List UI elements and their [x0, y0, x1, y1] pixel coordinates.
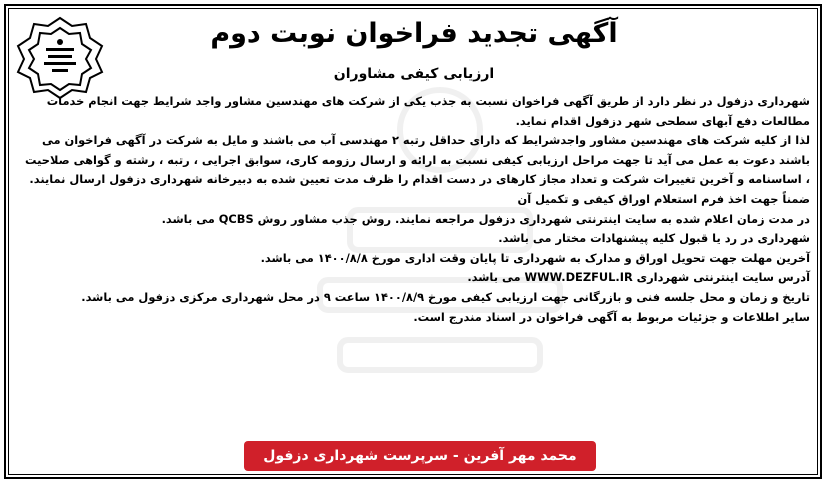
notice-subtitle: ارزیابی کیفی مشاوران [333, 66, 495, 82]
signature-text: محمد مهر آفرین - سرپرست شهرداری دزفول [263, 448, 577, 464]
signature-banner [244, 441, 596, 471]
notice-paragraph: آدرس سایت اینترنتی شهرداری WWW.DEZFUL.IR می باشد. [467, 270, 810, 285]
municipality-logo [14, 14, 106, 100]
notice-body [18, 92, 810, 327]
notice-paragraph: آخرین مهلت جهت تحویل اوراق و مدارک به شهرداری تا پایان وقت اداری مورخ ۱۴۰۰/۸/۸ می باشد. [260, 250, 810, 265]
notice-title: آگهی تجدید فراخوان نوبت دوم [210, 18, 618, 49]
notice-paragraph: شهرداری در رد یا قبول کلیه پیشنهادات مختار می باشد. [498, 231, 810, 246]
notice-paragraph: شهرداری دزفول در نظر دارد از طریق آگهی فراخوان نسبت به جذب یکی از شرکت های مهندسین مشاور واجد شرایط جهت انجام خدمات مطالعات دفع آبهای سطحی شهر دزفول اقدام نماید. [46, 94, 810, 128]
municipality-emblem-icon [14, 14, 106, 100]
notice-paragraph: در مدت زمان اعلام شده به سایت اینترنتی شهرداری دزفول مراجعه نمایند. روش جذب مشاور روش QCBS می باشد. [161, 211, 810, 226]
notice-paragraph: تاریخ و زمان و محل جلسه فنی و بازرگانی جهت ارزیابی کیفی مورخ ۱۴۰۰/۸/۹ ساعت ۹ در محل شهرداری مرکزی دزفول می باشد. [81, 289, 810, 304]
notice-paragraph: سایر اطلاعات و جزئیات مربوط به آگهی فراخوان در اسناد مندرج است. [413, 309, 810, 324]
notice-paragraph: لذا از کلیه شرکت های مهندسین مشاور واجدشرایط که دارای حداقل رتبه ۲ مهندسی آب می باشند و مایل به شرکت در آگهی فراخوان می باشند دعوت به عمل می آید تا جهت مراحل ارزیابی کیفی نسبت به ارائه و ارسال رزومه کاری، سوابق اجرایی ، رتبه ، رشته و گواهی صلاحیت ، اساسنامه و آخرین تغییرات شرکت و تعداد مجاز کارهای در دست اقدام را ظرف مدت تعیین شده به دبیرخانه شهرداری دزفول ارسال نمایند. ضمناً جهت اخذ فرم استعلام اوراق کیفی و تکمیل آن [25, 133, 810, 206]
